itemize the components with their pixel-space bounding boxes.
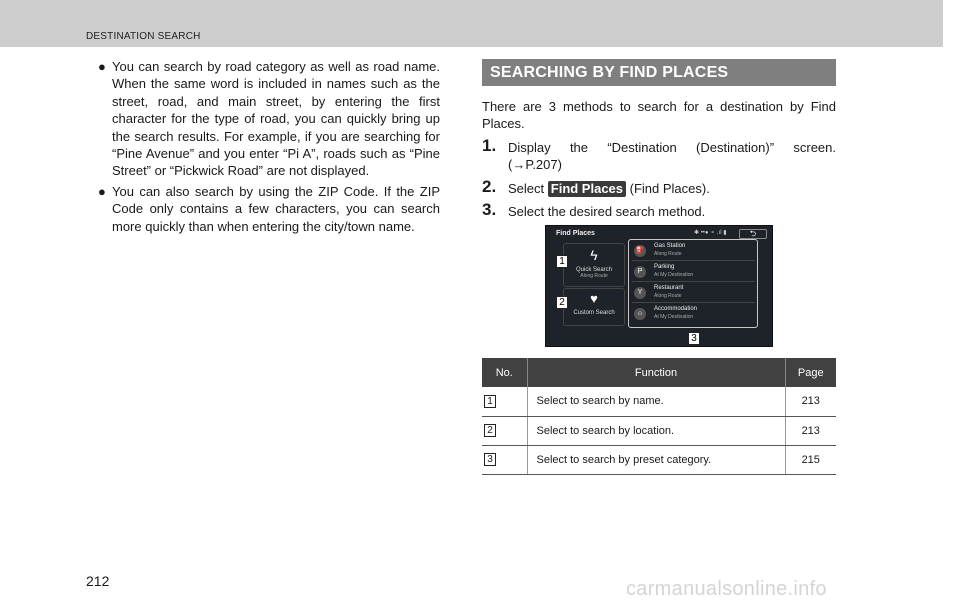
heart-pin-icon: ♥ <box>590 291 598 306</box>
category-gas-station[interactable] <box>632 242 755 261</box>
col-header-no: No. <box>482 358 527 387</box>
step-text: (Find Places). <box>629 180 710 196</box>
col-header-function: Function <box>527 358 785 387</box>
cell-function: Select to search by location. <box>527 416 785 445</box>
bullet-item <box>98 58 440 180</box>
quick-search-sublabel: Along Route <box>580 273 608 279</box>
callout-1: 1 <box>556 255 568 268</box>
find-places-screenshot <box>545 225 773 347</box>
cell-page: 215 <box>785 445 836 474</box>
screen-title: Find Places <box>556 230 595 237</box>
watermark: carmanualsonline.info <box>626 578 827 600</box>
category-name: Gas Station <box>654 243 686 249</box>
cell-page: 213 <box>785 416 836 445</box>
quick-search-label: Quick Search <box>575 267 612 273</box>
cell-function: Select to search by preset category. <box>527 445 785 474</box>
cell-function: Select to search by name. <box>527 387 785 416</box>
find-places-button-label: Find Places <box>548 181 626 197</box>
cell-page: 213 <box>785 387 836 416</box>
cell-no <box>482 416 527 445</box>
lightning-icon: ϟ <box>590 247 598 263</box>
step-text: Select <box>508 180 545 196</box>
category-accommodation[interactable] <box>632 305 755 324</box>
number-box: 1 <box>484 395 496 408</box>
intro-text: There are 3 methods to search for a destination by Find Places. <box>482 99 836 132</box>
function-table <box>482 358 836 475</box>
bed-icon: ⌂ <box>634 308 646 320</box>
category-name: Accommodation <box>654 306 698 312</box>
bullet-item <box>98 183 440 235</box>
parking-icon: P <box>634 266 646 278</box>
gas-station-icon: ⛽ <box>634 245 646 257</box>
category-name: Restaurant <box>654 285 684 291</box>
status-icons: ✱ ••● ⚬ .ıl ▮ <box>694 230 727 236</box>
category-sub: Along Route <box>654 293 682 299</box>
category-restaurant[interactable] <box>632 284 755 303</box>
custom-search-button[interactable] <box>563 288 625 326</box>
callout-3: 3 <box>688 332 700 345</box>
page-number: 212 <box>86 573 110 589</box>
callout-2: 2 <box>556 296 568 309</box>
col-header-page: Page <box>785 358 836 387</box>
table-header-row <box>482 358 836 387</box>
cell-no <box>482 387 527 416</box>
number-box: 3 <box>484 453 496 466</box>
bullet-icon: ● <box>98 59 106 74</box>
right-column <box>482 59 836 220</box>
section-heading: SEARCHING BY FIND PLACES <box>482 59 836 86</box>
step-2 <box>482 176 836 197</box>
bullet-icon: ● <box>98 183 106 199</box>
step-text: Select the desired search method. <box>508 204 706 220</box>
quick-search-button[interactable] <box>563 243 625 287</box>
step-text: Display the “Destination (Destination)” screen. <box>508 139 836 155</box>
category-sub: Along Route <box>654 251 682 257</box>
left-column <box>98 58 440 238</box>
back-arrow-icon[interactable]: ⮌ <box>739 229 767 239</box>
page-reference-link[interactable]: (→P.207) <box>508 157 562 173</box>
cell-no <box>482 445 527 474</box>
category-sub: At My Destination <box>654 272 694 278</box>
category-name: Parking <box>654 264 675 270</box>
category-parking[interactable] <box>632 263 755 282</box>
step-number: 2. <box>482 176 497 196</box>
section-title: DESTINATION SEARCH <box>86 31 201 42</box>
step-1 <box>482 135 836 174</box>
table-row <box>482 416 836 445</box>
restaurant-icon: Y <box>634 287 646 299</box>
header-bar <box>0 0 943 47</box>
bullet-text: You can search by road category as well as road name. When the same word is included in names such as the street, road, and main street, by entering the first character for the type of road, you can quickly bring up the search results. For example, if you are searching for “Pine Avenue” and you enter “Pi A”, roads such as “Pine Street” or “Pickwick Road” are not displayed. <box>112 59 440 179</box>
number-box: 2 <box>484 424 496 437</box>
table-row <box>482 445 836 474</box>
category-sub: At My Destination <box>654 314 694 320</box>
table-row <box>482 387 836 416</box>
step-number: 3. <box>482 200 497 220</box>
custom-search-label: Custom Search <box>573 310 615 316</box>
bullet-text: You can also search by using the ZIP Code. If the ZIP Code only contains a few characters, you can search more quickly than when entering the city/town name. <box>112 183 440 234</box>
step-number: 1. <box>482 135 497 155</box>
step-3 <box>482 200 836 220</box>
category-list <box>628 239 758 328</box>
